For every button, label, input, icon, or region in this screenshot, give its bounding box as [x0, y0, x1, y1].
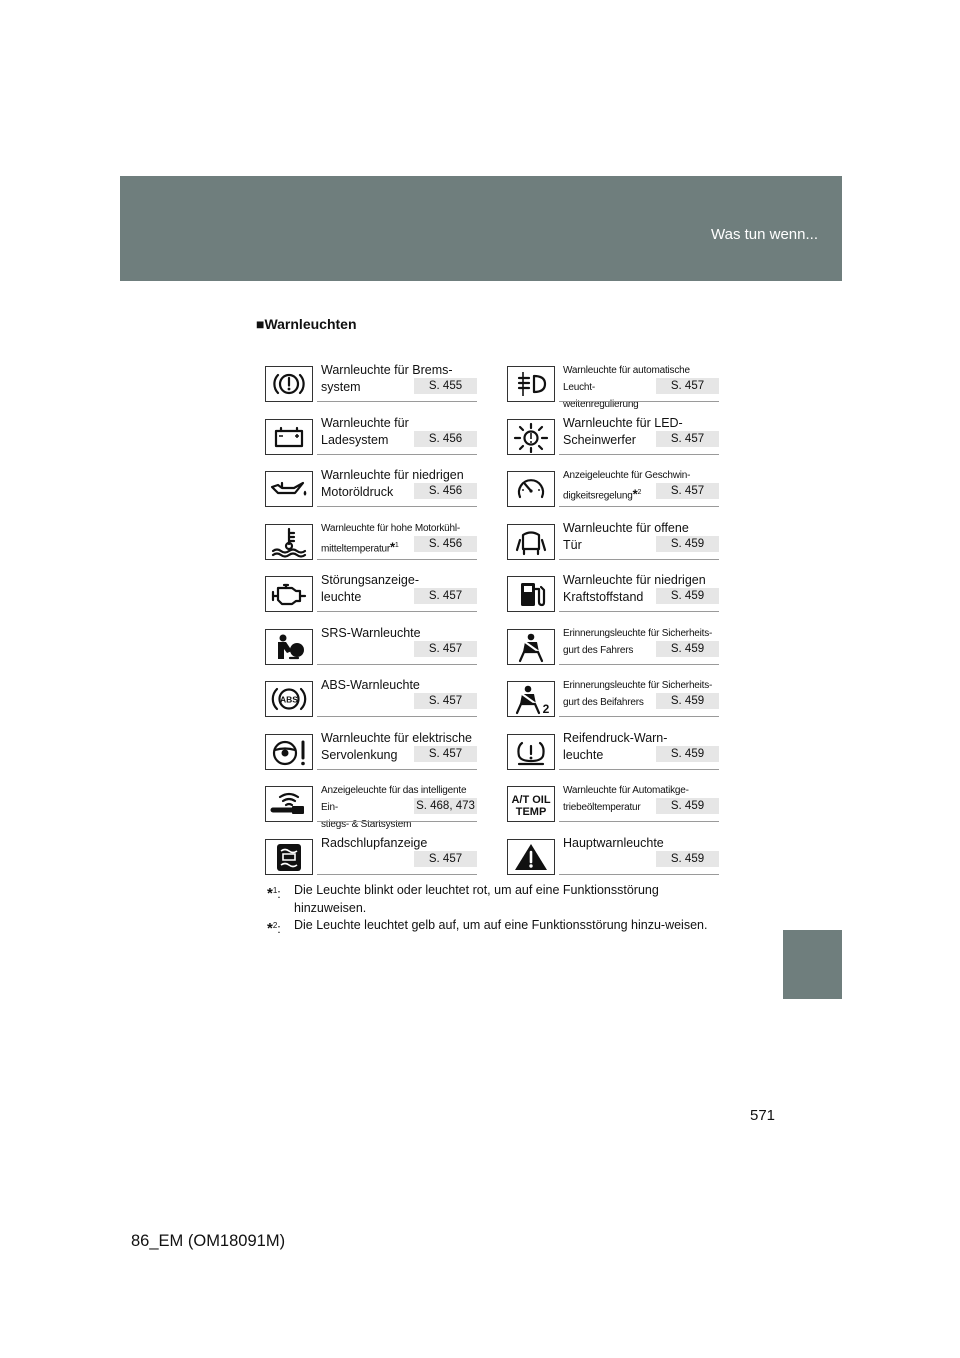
oil-pressure-icon — [265, 471, 313, 507]
warning-light-row — [265, 463, 715, 516]
warning-light-item — [265, 463, 473, 516]
tire-pressure-icon — [507, 734, 555, 770]
divider — [559, 611, 719, 612]
page-reference: S. 457 — [414, 746, 477, 762]
page-reference: S. 456 — [414, 536, 477, 552]
srs-airbag-icon — [265, 629, 313, 665]
chapter-title: Was tun wenn... — [711, 226, 818, 243]
warning-light-item — [265, 516, 473, 569]
warning-light-item — [507, 726, 715, 779]
warning-light-label: Hauptwarnleuchte — [563, 835, 664, 850]
footnote — [267, 882, 717, 917]
warning-light-item — [265, 726, 473, 779]
warning-light-row — [265, 621, 715, 674]
warning-light-item — [507, 568, 715, 621]
warning-light-label: Warnleuchte für offene Tür — [563, 520, 689, 552]
page-reference: S. 459 — [656, 851, 719, 867]
page-reference: S. 459 — [656, 641, 719, 657]
page-reference: S. 457 — [414, 851, 477, 867]
warning-light-label: Erinnerungsleuchte für Sicherheits- gurt des Fahrers — [563, 627, 713, 656]
warning-light-item — [265, 621, 473, 674]
warning-light-item — [507, 358, 715, 411]
footnote-mark: *$^1$: — [267, 885, 281, 903]
warning-light-row — [265, 411, 715, 464]
divider — [559, 454, 719, 455]
warning-light-label: Warnleuchte für automatische Leucht- weitenregulierung — [563, 365, 690, 410]
divider — [559, 559, 719, 560]
warning-light-label: Warnleuchte für Brems- system — [321, 363, 453, 394]
svg-text:TEMP: TEMP — [515, 806, 547, 818]
page-reference: S. 455 — [414, 378, 477, 394]
section-title: ■Warnleuchten — [256, 316, 357, 332]
page-reference: S. 459 — [656, 588, 719, 604]
fuel-icon — [507, 576, 555, 612]
page-reference: S. 457 — [656, 378, 719, 394]
svg-text:A/T OIL: A/T OIL — [511, 794, 551, 806]
page-reference: S. 459 — [656, 746, 719, 762]
svg-text:ABS: ABS — [280, 694, 298, 705]
warning-light-item — [507, 673, 715, 726]
divider — [317, 401, 477, 402]
warning-light-row — [265, 358, 715, 411]
divider — [559, 874, 719, 875]
door-open-icon — [507, 524, 555, 560]
master-warning-icon — [507, 839, 555, 875]
warning-light-row — [265, 778, 715, 831]
warning-light-item — [507, 831, 715, 884]
page-reference: S. 457 — [414, 588, 477, 604]
warning-light-row — [265, 516, 715, 569]
divider — [559, 401, 719, 402]
warning-light-label: Warnleuchte für niedrigen Motoröldruck — [321, 468, 464, 499]
warning-light-label: Störungsanzeige- leuchte — [321, 573, 419, 604]
footnote-mark: *$^2$: — [267, 920, 281, 938]
warning-light-item — [265, 778, 473, 831]
headlight-leveling-icon — [507, 366, 555, 402]
divider — [317, 611, 477, 612]
warning-light-label: Radschlupfanzeige — [321, 835, 428, 850]
warning-light-item — [507, 411, 715, 464]
warning-light-row — [265, 568, 715, 621]
document-code: 86_EM (OM18091M) — [131, 1232, 286, 1250]
warning-light-item — [507, 516, 715, 569]
page-reference: S. 468, 473 — [414, 798, 477, 814]
warning-lights-list — [265, 358, 715, 883]
divider — [317, 716, 477, 717]
warning-light-item — [265, 358, 473, 411]
chapter-tab — [783, 930, 842, 999]
warning-light-row — [265, 673, 715, 726]
speed-control-icon — [507, 471, 555, 507]
svg-text:2: 2 — [542, 702, 550, 715]
page-reference: S. 459 — [656, 693, 719, 709]
warning-light-item — [507, 463, 715, 516]
header-band — [120, 176, 842, 281]
warning-light-item — [265, 831, 473, 884]
warning-light-row — [265, 831, 715, 884]
warning-light-label: Anzeigeleuchte für das intelligente Ein- stiegs- & Startsystem — [321, 785, 467, 830]
coolant-temperature-icon — [265, 524, 313, 560]
battery-icon — [265, 419, 313, 455]
warning-light-item — [507, 621, 715, 674]
divider — [317, 874, 477, 875]
page-reference: S. 459 — [656, 798, 719, 814]
abs-icon — [265, 681, 313, 717]
divider — [317, 559, 477, 560]
warning-light-label: Warnleuchte für Ladesystem — [321, 415, 409, 447]
page-reference: S. 457 — [414, 641, 477, 657]
warning-light-label: Anzeigeleuchte für Geschwin- digkeitsregelung*$^2$ — [563, 470, 691, 502]
at-oil-temp-icon — [507, 786, 555, 822]
driver-seatbelt-icon — [507, 629, 555, 665]
divider — [317, 454, 477, 455]
divider — [559, 821, 719, 822]
warning-light-label: Warnleuchte für hohe Motorkühl- mitteltemperatur*$^1$ — [321, 522, 461, 554]
divider — [559, 664, 719, 665]
divider — [559, 769, 719, 770]
warning-light-label: Warnleuchte für elektrische Servolenkung — [321, 730, 472, 762]
divider — [317, 664, 477, 665]
smart-key-icon — [265, 786, 313, 822]
page-number: 571 — [750, 1107, 776, 1124]
warning-light-item — [265, 411, 473, 464]
page-reference: S. 456 — [414, 483, 477, 499]
footnote-text: Die Leuchte leuchtet gelb auf, um auf eine Funktionsstörung hinzu-weisen. — [294, 918, 708, 932]
led-headlight-icon — [507, 419, 555, 455]
warning-light-row — [265, 726, 715, 779]
warning-light-label: Erinnerungsleuchte für Sicherheits- gurt des Beifahrers — [563, 680, 713, 708]
warning-light-item — [265, 568, 473, 621]
page-reference: S. 456 — [414, 431, 477, 447]
warning-light-item — [507, 778, 715, 831]
divider — [559, 506, 719, 507]
power-steering-icon — [265, 734, 313, 770]
divider — [317, 769, 477, 770]
warning-light-item — [265, 673, 473, 726]
check-engine-icon — [265, 576, 313, 612]
warning-light-label: SRS-Warnleuchte — [321, 625, 421, 640]
brake-warning-icon — [265, 366, 313, 402]
footnotes — [267, 882, 717, 939]
warning-light-label: Warnleuchte für LED- Scheinwerfer — [563, 415, 683, 447]
slip-indicator-icon — [265, 839, 313, 875]
warning-light-label: Reifendruck-Warn- leuchte — [563, 730, 668, 762]
divider — [559, 716, 719, 717]
passenger-seatbelt-icon — [507, 681, 555, 717]
page-reference: S. 459 — [656, 536, 719, 552]
page-reference: S. 457 — [656, 431, 719, 447]
divider — [317, 506, 477, 507]
footnote — [267, 917, 717, 939]
warning-light-label: ABS-Warnleuchte — [321, 678, 420, 692]
page-reference: S. 457 — [656, 483, 719, 499]
divider — [317, 821, 477, 822]
page-reference: S. 457 — [414, 693, 477, 709]
footnote-text: Die Leuchte blinkt oder leuchtet rot, um auf eine Funktionsstörung hinzuweisen. — [294, 883, 659, 915]
warning-light-label: Warnleuchte für niedrigen Kraftstoffstand — [563, 573, 706, 604]
warning-light-label: Warnleuchte für Automatikge- triebeöltemperatur — [563, 785, 689, 813]
